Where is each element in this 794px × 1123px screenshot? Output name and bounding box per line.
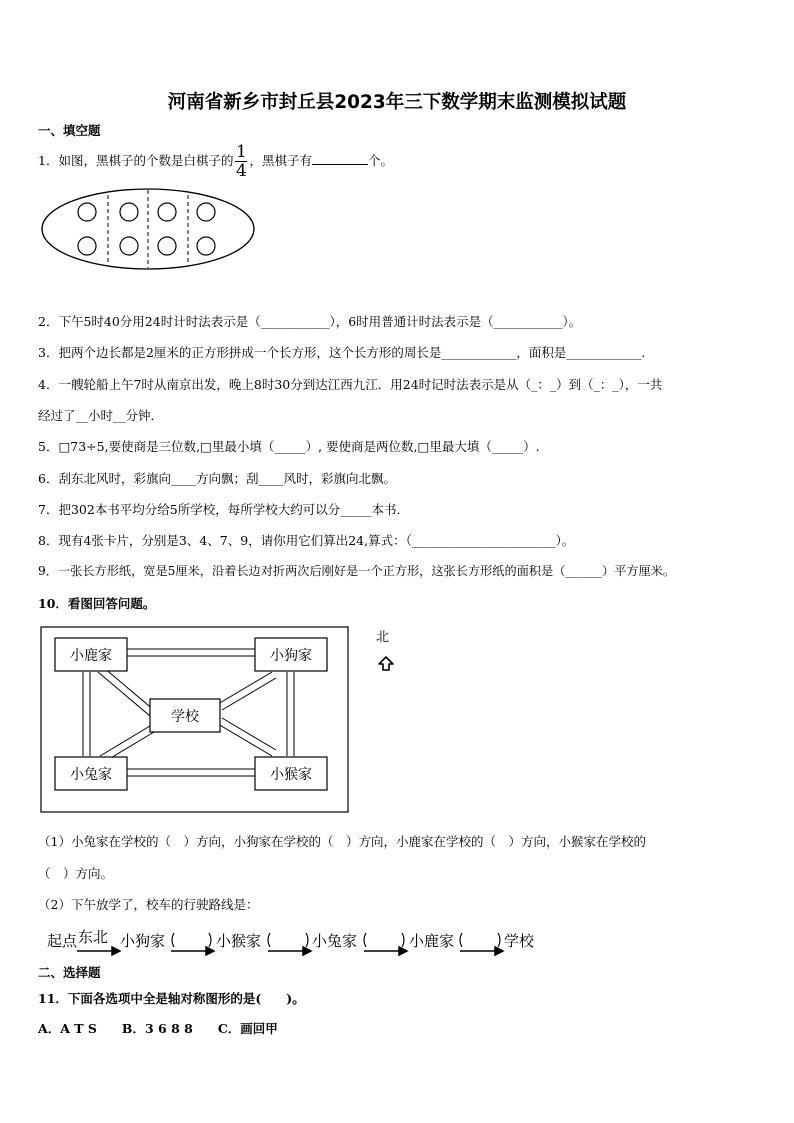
section-heading-choice: 二、选择题 xyxy=(38,965,101,980)
answer-blank[interactable] xyxy=(312,164,368,165)
question-10-part-1-line-1: （1）小兔家在学校的（ ）方向，小狗家在学校的（ ）方向，小鹿家在学校的（ ）方向，小猴家在学校的 xyxy=(38,834,646,849)
question-11-options[interactable]: A．A T S B．3 6 8 8 C．画回甲 xyxy=(38,1021,278,1036)
question-1-text-mid: ，黑棋子有 xyxy=(249,153,312,168)
question-2: 2．下午5时40分用24时计时法表示是（___________），6时用普通计时法表示是（___________）。 xyxy=(38,314,582,329)
question-10-part-1-line-2: （ ）方向。 xyxy=(38,866,114,881)
question-1-text-end: 个。 xyxy=(367,153,393,168)
question-3: 3．把两个边长都是2厘米的正方形拼成一个长方形，这个长方形的周长是____________，面积是____________. xyxy=(38,345,646,360)
question-4-line-2: 经过了__小时__分钟． xyxy=(38,408,164,423)
stone xyxy=(120,237,138,255)
question-10-part-2: （2）下午放学了，校车的行驶路线是： xyxy=(38,897,259,912)
question-8: 8．现有4张卡片，分别是3、4、7、9，请你用它们算出24,算式：（_______________________）。 xyxy=(38,533,575,548)
go-stones-figure xyxy=(40,186,258,272)
stone xyxy=(158,203,176,221)
route-monkey-home: 小猴家 xyxy=(216,932,262,950)
bus-route-diagram xyxy=(40,922,560,962)
fraction-numerator: 1 xyxy=(236,142,247,162)
stone xyxy=(158,237,176,255)
stone xyxy=(197,203,215,221)
route-rabbit-home: 小兔家 xyxy=(312,932,358,950)
neighborhood-map xyxy=(40,626,352,814)
route-direction-1: 东北 xyxy=(78,928,109,946)
question-6: 6．刮东北风时，彩旗向____方向飘；刮____风时，彩旗向北飘。 xyxy=(38,471,396,486)
question-10-stem: 10．看图回答问题。 xyxy=(38,596,156,611)
stone xyxy=(197,237,215,255)
page-title: 河南省新乡市封丘县2023年三下数学期末监测模拟试题 xyxy=(167,92,627,113)
question-7: 7．把302本书平均分给5所学校，每所学校大约可以分_____本书． xyxy=(38,502,410,517)
map-label-dog-home: 小狗家 xyxy=(270,648,312,664)
question-9: 9．一张长方形纸，宽是5厘米，沿着长边对折两次后刚好是一个正方形，这张长方形纸的面积是（______）平方厘米。 xyxy=(38,564,676,578)
route-deer-home: 小鹿家 xyxy=(409,932,455,950)
stone xyxy=(78,237,96,255)
section-heading-fill-blank: 一、填空题 xyxy=(38,123,101,138)
stone xyxy=(78,203,96,221)
fraction-denominator: 4 xyxy=(236,161,247,181)
route-school: 学校 xyxy=(504,932,535,950)
question-4-line-1: 4．一艘轮船上午7时从南京出发，晚上8时30分到达江西九江．用24时记时法表示是从（_：_）到（_：_），一共 xyxy=(38,377,663,392)
map-label-deer-home: 小鹿家 xyxy=(70,648,112,664)
north-arrow-icon xyxy=(377,655,395,673)
question-1-text-start: 1．如图，黑棋子的个数是白棋子的 xyxy=(38,153,234,168)
stone xyxy=(120,203,138,221)
north-label: 北 xyxy=(376,630,390,645)
route-dog-home: 小狗家 xyxy=(120,932,166,950)
fraction xyxy=(235,143,247,180)
question-5: 5．□73÷5,要使商是三位数,□里最小填（_____）, 要使商是两位数,□里最大填（_____）. xyxy=(38,439,540,454)
question-1 xyxy=(38,143,393,180)
route-start: 起点 xyxy=(47,932,78,950)
question-11-stem: 11．下面各选项中全是轴对称图形的是( )。 xyxy=(38,991,305,1006)
map-label-rabbit-home: 小兔家 xyxy=(70,767,112,783)
map-label-school: 学校 xyxy=(171,709,199,725)
map-label-monkey-home: 小猴家 xyxy=(270,767,312,783)
